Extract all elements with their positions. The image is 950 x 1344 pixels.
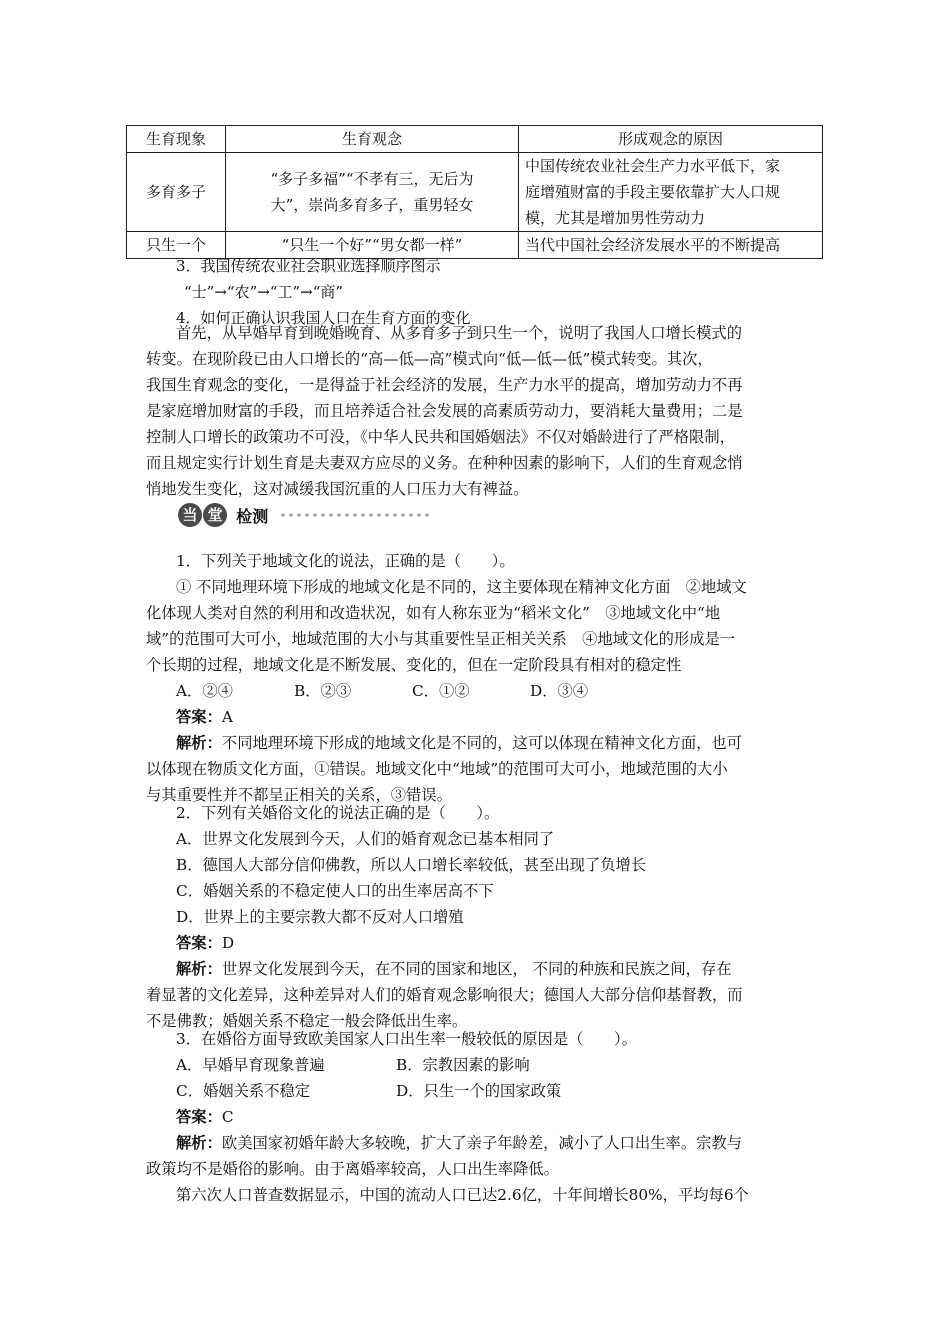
option: A．世界文化发展到今天，人们的婚育观念已基本相同了 (176, 830, 555, 848)
dotted-divider (279, 511, 429, 519)
option: D．③④ (530, 682, 589, 700)
text-line: 转变。在现阶段已由人口增长的“高—低—高”模式向“低—低—低”模式转变。其次， (146, 350, 713, 368)
options-row (146, 1052, 810, 1078)
option: D．世界上的主要宗教大都不反对人口增殖 (176, 908, 464, 926)
point-3-sequence: “士”→“农”→“工”→“商” (184, 283, 344, 301)
option: C．婚姻关系不稳定 (176, 1082, 311, 1100)
table-cell-reason (519, 153, 823, 232)
text-line: ① 不同地理环境下形成的地域文化是不同的，这主要体现在精神文化方面 ②地域文 (176, 578, 747, 596)
section-badge: 当 (178, 503, 202, 527)
section-banner (178, 503, 448, 531)
option: B．宗教因素的影响 (396, 1056, 530, 1074)
point-4-heading: 4．如何正确认识我国人口在生育方面的变化 (176, 309, 471, 327)
option: C．①② (412, 682, 470, 700)
cell-line: “多子多福”“不孝有三，无后为 (270, 170, 474, 188)
option: B．德国人大部分信仰佛教，所以人口增长率较低，甚至出现了负增长 (176, 856, 647, 874)
text-line: 不同地理环境下形成的地域文化是不同的，这可以体现在精神文化方面，也可 (221, 734, 743, 752)
option: A．早婚早育现象普遍 (176, 1056, 325, 1074)
cell-line: 模，尤其是增加男性劳动力 (525, 209, 706, 227)
section-title: 检测 (236, 506, 269, 526)
text-line: 是家庭增加财富的手段，而且培养适合社会发展的高素质劳动力，要消耗大量费用；二是 (146, 402, 743, 420)
question-stem: 3．在婚俗方面导致欧美国家人口出生率一般较低的原因是（ ）。 (176, 1030, 637, 1048)
answer-line (146, 704, 810, 730)
section-badge: 堂 (203, 503, 227, 527)
cell-line: 大”，崇尚多育多子，重男轻女 (270, 196, 474, 214)
answer-value: D (221, 934, 235, 952)
table-cell-reason: 当代中国社会经济发展水平的不断提高 (519, 232, 823, 259)
analysis-line (146, 1130, 810, 1156)
text-line: 第六次人口普查数据显示，中国的流动人口已达2.6亿，十年间增长80%，平均每6个 (176, 1186, 749, 1204)
text-line: 化体现人类对自然的利用和改造状况，如有人称东亚为“稻米文化” ③地域文化中“地 (146, 604, 721, 622)
table-cell-phenomenon: 多育多子 (127, 153, 226, 232)
text-line: 以体现在物质文化方面，①错误。地域文化中“地域”的范围可大可小，地域范围的大小 (146, 760, 728, 778)
text-line: 与其重要性并不都呈正相关的关系，③错误。 (146, 786, 452, 804)
option: C．婚姻关系的不稳定使人口的出生率居高不下 (176, 882, 494, 900)
answer-value: A (221, 708, 233, 726)
text-line: 欧美国家初婚年龄大多较晚，扩大了亲子年龄差，减小了人口出生率。宗教与 (221, 1134, 743, 1152)
point-3 (146, 253, 810, 305)
answer-label: 答案： (176, 1108, 222, 1126)
text-line: 首先，从早婚早育到晚婚晚育、从多育多子到只生一个，说明了我国人口增长模式的 (176, 324, 742, 342)
analysis-label: 解析： (176, 1134, 222, 1152)
text-line: 我国生育观念的变化，一是得益于社会经济的发展，生产力水平的提高，增加劳动力不再 (146, 376, 743, 394)
answer-value: C (221, 1108, 234, 1126)
option: B．②③ (294, 682, 352, 700)
options-row (146, 678, 810, 704)
analysis-line (146, 956, 810, 982)
text-line: 控制人口增长的政策功不可没，《中华人民共和国婚姻法》不仅对婚龄进行了严格限制， (146, 428, 735, 446)
birth-concepts-table (126, 125, 823, 259)
question-3 (146, 1026, 810, 1208)
table-cell-concept (226, 153, 519, 232)
cell-line: 庭增殖财富的手段主要依靠扩大人口规 (525, 183, 781, 201)
text-line: 悄地发生变化，这对减缓我国沉重的人口压力大有裨益。 (146, 480, 529, 498)
question-stem: 1．下列关于地域文化的说法，正确的是（ ）。 (176, 552, 515, 570)
analysis-label: 解析： (176, 734, 222, 752)
text-line: 个长期的过程，地域文化是不断发展、变化的，但在一定阶段具有相对的稳定性 (146, 656, 682, 674)
text-line: 不是佛教；婚姻关系不稳定一般会降低出生率。 (146, 1012, 468, 1030)
question-1 (146, 548, 810, 808)
table-row (127, 153, 823, 232)
table-header: 生育观念 (226, 126, 519, 153)
option: A．②④ (176, 682, 233, 700)
text-line: 着显著的文化差异，这种差异对人们的婚育观念影响很大；德国人大部分信仰基督教，而 (146, 986, 743, 1004)
point-3-title: 3．我国传统农业社会职业选择顺序图示 (176, 257, 441, 275)
analysis-label: 解析： (176, 960, 222, 978)
table-header: 生育现象 (127, 126, 226, 153)
option: D．只生一个的国家政策 (396, 1082, 562, 1100)
answer-line (146, 1104, 810, 1130)
table-cell-phenomenon: 只生一个 (127, 232, 226, 259)
answer-line (146, 930, 810, 956)
text-line: 而且规定实行计划生育是夫妻双方应尽的义务。在种种因素的影响下，人们的生育观念悄 (146, 454, 743, 472)
text-line: 政策均不是婚俗的影响。由于离婚率较高，人口出生率降低。 (146, 1160, 560, 1178)
table-header-row (127, 126, 823, 153)
options-row (146, 1078, 810, 1104)
analysis-line (146, 730, 810, 756)
text-line: 域”的范围可大可小，地域范围的大小与其重要性呈正相关关系 ④地域文化的形成是一 (146, 630, 736, 648)
question-2 (146, 800, 810, 1034)
table-header: 形成观念的原因 (519, 126, 823, 153)
question-stem: 2．下列有关婚俗文化的说法正确的是（ ）。 (176, 804, 500, 822)
answer-label: 答案： (176, 934, 222, 952)
cell-line: 中国传统农业社会生产力水平低下，家 (525, 157, 781, 175)
point-4-paragraph (146, 320, 810, 502)
answer-label: 答案： (176, 708, 222, 726)
table-cell-concept: “只生一个好”“男女都一样” (226, 232, 519, 259)
text-line: 世界文化发展到今天，在不同的国家和地区， 不同的种族和民族之间，存在 (221, 960, 732, 978)
